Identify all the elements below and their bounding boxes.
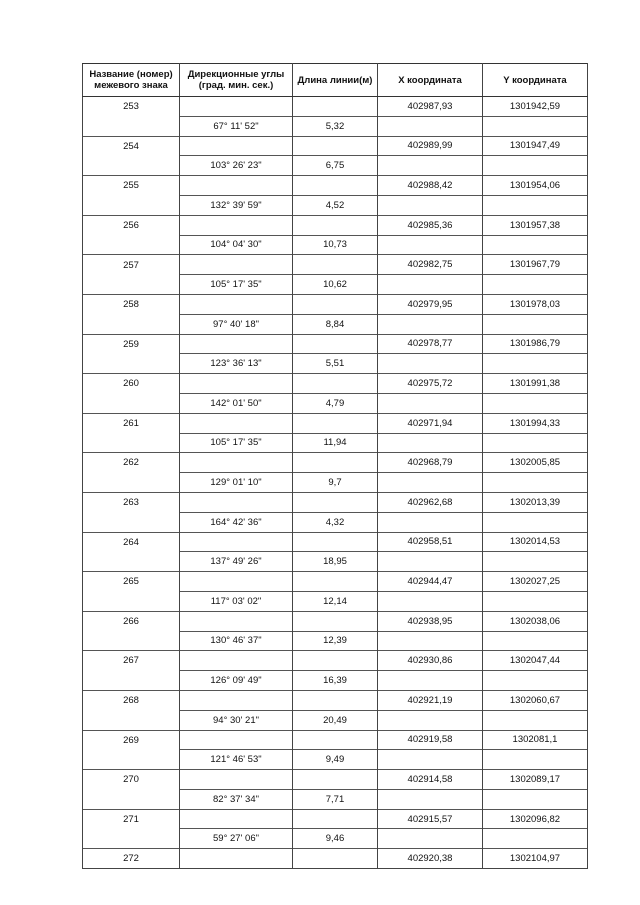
header-line-length: Длина линии(м) <box>293 64 378 97</box>
mark-name-cell: 269 <box>83 730 180 750</box>
empty-cell <box>180 294 293 314</box>
empty-cell <box>483 195 588 215</box>
empty-cell <box>83 235 180 255</box>
y-coordinate-cell: 1301986,79 <box>483 334 588 354</box>
empty-cell <box>180 770 293 790</box>
empty-cell <box>293 255 378 275</box>
y-coordinate-cell: 1302060,67 <box>483 690 588 710</box>
mark-name-cell: 264 <box>83 532 180 552</box>
table-row-point <box>83 809 588 829</box>
mark-name-cell: 255 <box>83 176 180 196</box>
y-coordinate-cell: 1302104,97 <box>483 849 588 869</box>
x-coordinate-cell: 402944,47 <box>378 572 483 592</box>
table-row-point <box>83 492 588 512</box>
empty-cell <box>378 591 483 611</box>
direction-angle-cell: 97° 40' 18" <box>180 314 293 334</box>
direction-angle-cell: 94° 30' 21" <box>180 710 293 730</box>
table-row-segment <box>83 433 588 453</box>
table-row-segment <box>83 671 588 691</box>
empty-cell <box>83 195 180 215</box>
empty-cell <box>180 611 293 631</box>
empty-cell <box>378 116 483 136</box>
y-coordinate-cell: 1301994,33 <box>483 413 588 433</box>
table-row-segment <box>83 789 588 809</box>
table-row-segment <box>83 235 588 255</box>
line-length-cell: 18,95 <box>293 552 378 572</box>
empty-cell <box>180 413 293 433</box>
table-row-point <box>83 611 588 631</box>
empty-cell <box>378 473 483 493</box>
table-row-segment <box>83 750 588 770</box>
empty-cell <box>483 671 588 691</box>
line-length-cell: 9,7 <box>293 473 378 493</box>
empty-cell <box>180 730 293 750</box>
empty-cell <box>180 690 293 710</box>
y-coordinate-cell: 1302013,39 <box>483 492 588 512</box>
empty-cell <box>378 750 483 770</box>
empty-cell <box>378 789 483 809</box>
line-length-cell: 10,62 <box>293 275 378 295</box>
table-row-segment <box>83 156 588 176</box>
y-coordinate-cell: 1302047,44 <box>483 651 588 671</box>
direction-angle-cell: 132° 39' 59" <box>180 195 293 215</box>
table-row-segment <box>83 275 588 295</box>
empty-cell <box>378 235 483 255</box>
empty-cell <box>180 176 293 196</box>
x-coordinate-cell: 402958,51 <box>378 532 483 552</box>
x-coordinate-cell: 402921,19 <box>378 690 483 710</box>
empty-cell <box>293 849 378 869</box>
empty-cell <box>83 789 180 809</box>
direction-angle-cell: 103° 26' 23" <box>180 156 293 176</box>
empty-cell <box>180 334 293 354</box>
line-length-cell: 8,84 <box>293 314 378 334</box>
x-coordinate-cell: 402919,58 <box>378 730 483 750</box>
header-y-coordinate: Y координата <box>483 64 588 97</box>
table-row-segment <box>83 314 588 334</box>
y-coordinate-cell: 1301954,06 <box>483 176 588 196</box>
mark-name-cell: 267 <box>83 651 180 671</box>
y-coordinate-cell: 1302038,06 <box>483 611 588 631</box>
line-length-cell: 9,46 <box>293 829 378 849</box>
empty-cell <box>483 156 588 176</box>
line-length-cell: 12,39 <box>293 631 378 651</box>
y-coordinate-cell: 1301967,79 <box>483 255 588 275</box>
empty-cell <box>378 710 483 730</box>
empty-cell <box>83 116 180 136</box>
table-row-point <box>83 730 588 750</box>
empty-cell <box>293 492 378 512</box>
document-sheet <box>82 63 584 869</box>
table-row-segment <box>83 591 588 611</box>
x-coordinate-cell: 402985,36 <box>378 215 483 235</box>
table-row-segment <box>83 512 588 532</box>
x-coordinate-cell: 402962,68 <box>378 492 483 512</box>
mark-name-cell: 259 <box>83 334 180 354</box>
empty-cell <box>83 552 180 572</box>
table-body <box>83 97 588 869</box>
line-length-cell: 10,73 <box>293 235 378 255</box>
direction-angle-cell: 126° 09' 49" <box>180 671 293 691</box>
direction-angle-cell: 130° 46' 37" <box>180 631 293 651</box>
table-row-point <box>83 136 588 156</box>
empty-cell <box>293 176 378 196</box>
line-length-cell: 4,32 <box>293 512 378 532</box>
empty-cell <box>293 611 378 631</box>
table-row-point <box>83 690 588 710</box>
empty-cell <box>483 116 588 136</box>
empty-cell <box>180 651 293 671</box>
empty-cell <box>378 512 483 532</box>
x-coordinate-cell: 402987,93 <box>378 97 483 117</box>
table-row-point <box>83 334 588 354</box>
empty-cell <box>83 631 180 651</box>
empty-cell <box>83 433 180 453</box>
x-coordinate-cell: 402914,58 <box>378 770 483 790</box>
empty-cell <box>180 532 293 552</box>
line-length-cell: 16,39 <box>293 671 378 691</box>
empty-cell <box>483 314 588 334</box>
direction-angle-cell: 82° 37' 34" <box>180 789 293 809</box>
empty-cell <box>483 552 588 572</box>
direction-angle-cell: 121° 46' 53" <box>180 750 293 770</box>
direction-angle-cell: 104° 04' 30" <box>180 235 293 255</box>
table-row-segment <box>83 393 588 413</box>
mark-name-cell: 262 <box>83 453 180 473</box>
empty-cell <box>180 215 293 235</box>
x-coordinate-cell: 402915,57 <box>378 809 483 829</box>
direction-angle-cell: 67° 11' 52" <box>180 116 293 136</box>
empty-cell <box>83 512 180 532</box>
mark-name-cell: 263 <box>83 492 180 512</box>
direction-angle-cell: 142° 01' 50" <box>180 393 293 413</box>
direction-angle-cell: 105° 17' 35" <box>180 433 293 453</box>
table-row-point <box>83 849 588 869</box>
y-coordinate-cell: 1301978,03 <box>483 294 588 314</box>
empty-cell <box>483 710 588 730</box>
direction-angle-cell: 59° 27' 06" <box>180 829 293 849</box>
line-length-cell: 5,32 <box>293 116 378 136</box>
mark-name-cell: 270 <box>83 770 180 790</box>
table-row-segment <box>83 829 588 849</box>
empty-cell <box>293 809 378 829</box>
table-row-point <box>83 294 588 314</box>
mark-name-cell: 254 <box>83 136 180 156</box>
empty-cell <box>293 374 378 394</box>
empty-cell <box>293 334 378 354</box>
direction-angle-cell: 117° 03' 02" <box>180 591 293 611</box>
table-row-point <box>83 651 588 671</box>
empty-cell <box>483 789 588 809</box>
y-coordinate-cell: 1301942,59 <box>483 97 588 117</box>
x-coordinate-cell: 402938,95 <box>378 611 483 631</box>
empty-cell <box>293 215 378 235</box>
empty-cell <box>83 393 180 413</box>
empty-cell <box>483 433 588 453</box>
x-coordinate-cell: 402982,75 <box>378 255 483 275</box>
empty-cell <box>180 255 293 275</box>
empty-cell <box>378 552 483 572</box>
header-x-coordinate: X координата <box>378 64 483 97</box>
y-coordinate-cell: 1301947,49 <box>483 136 588 156</box>
mark-name-cell: 265 <box>83 572 180 592</box>
table-row-point <box>83 413 588 433</box>
empty-cell <box>83 473 180 493</box>
x-coordinate-cell: 402978,77 <box>378 334 483 354</box>
empty-cell <box>483 591 588 611</box>
empty-cell <box>180 849 293 869</box>
empty-cell <box>483 275 588 295</box>
table-row-segment <box>83 354 588 374</box>
empty-cell <box>83 710 180 730</box>
empty-cell <box>83 591 180 611</box>
empty-cell <box>378 671 483 691</box>
header-direction-angle: Дирекционные углы (град. мин. сек.) <box>180 64 293 97</box>
y-coordinate-cell: 1302089,17 <box>483 770 588 790</box>
empty-cell <box>293 453 378 473</box>
empty-cell <box>483 829 588 849</box>
table-row-segment <box>83 710 588 730</box>
table-row-segment <box>83 116 588 136</box>
empty-cell <box>378 433 483 453</box>
empty-cell <box>180 374 293 394</box>
line-length-cell: 11,94 <box>293 433 378 453</box>
y-coordinate-cell: 1302014,53 <box>483 532 588 552</box>
empty-cell <box>293 136 378 156</box>
line-length-cell: 5,51 <box>293 354 378 374</box>
empty-cell <box>378 393 483 413</box>
empty-cell <box>180 492 293 512</box>
empty-cell <box>483 512 588 532</box>
table-row-point <box>83 374 588 394</box>
empty-cell <box>293 572 378 592</box>
x-coordinate-cell: 402989,99 <box>378 136 483 156</box>
line-length-cell: 20,49 <box>293 710 378 730</box>
empty-cell <box>180 809 293 829</box>
table-row-segment <box>83 552 588 572</box>
mark-name-cell: 257 <box>83 255 180 275</box>
x-coordinate-cell: 402979,95 <box>378 294 483 314</box>
direction-angle-cell: 129° 01' 10" <box>180 473 293 493</box>
table-row-point <box>83 215 588 235</box>
empty-cell <box>83 671 180 691</box>
x-coordinate-cell: 402930,86 <box>378 651 483 671</box>
line-length-cell: 4,52 <box>293 195 378 215</box>
empty-cell <box>293 97 378 117</box>
empty-cell <box>483 473 588 493</box>
empty-cell <box>483 393 588 413</box>
empty-cell <box>293 651 378 671</box>
direction-angle-cell: 137° 49' 26" <box>180 552 293 572</box>
empty-cell <box>483 631 588 651</box>
empty-cell <box>83 156 180 176</box>
empty-cell <box>83 275 180 295</box>
table-row-segment <box>83 473 588 493</box>
y-coordinate-cell: 1302005,85 <box>483 453 588 473</box>
table-row-point <box>83 97 588 117</box>
empty-cell <box>378 829 483 849</box>
empty-cell <box>83 354 180 374</box>
empty-cell <box>180 136 293 156</box>
table-row-point <box>83 572 588 592</box>
direction-angle-cell: 123° 36' 13" <box>180 354 293 374</box>
table-row-segment <box>83 195 588 215</box>
empty-cell <box>378 156 483 176</box>
empty-cell <box>293 294 378 314</box>
empty-cell <box>180 453 293 473</box>
direction-angle-cell: 105° 17' 35" <box>180 275 293 295</box>
x-coordinate-cell: 402988,42 <box>378 176 483 196</box>
direction-angle-cell: 164° 42' 36" <box>180 512 293 532</box>
table-row-point <box>83 453 588 473</box>
line-length-cell: 6,75 <box>293 156 378 176</box>
empty-cell <box>83 750 180 770</box>
line-length-cell: 12,14 <box>293 591 378 611</box>
empty-cell <box>378 631 483 651</box>
empty-cell <box>293 413 378 433</box>
empty-cell <box>483 235 588 255</box>
table-header-row <box>83 64 588 97</box>
line-length-cell: 7,71 <box>293 789 378 809</box>
mark-name-cell: 258 <box>83 294 180 314</box>
table-row-segment <box>83 631 588 651</box>
empty-cell <box>293 532 378 552</box>
table-row-point <box>83 770 588 790</box>
mark-name-cell: 268 <box>83 690 180 710</box>
y-coordinate-cell: 1301957,38 <box>483 215 588 235</box>
line-length-cell: 4,79 <box>293 393 378 413</box>
y-coordinate-cell: 1302081,1 <box>483 730 588 750</box>
empty-cell <box>83 829 180 849</box>
x-coordinate-cell: 402968,79 <box>378 453 483 473</box>
empty-cell <box>483 750 588 770</box>
mark-name-cell: 271 <box>83 809 180 829</box>
y-coordinate-cell: 1301991,38 <box>483 374 588 394</box>
mark-name-cell: 260 <box>83 374 180 394</box>
table-row-point <box>83 255 588 275</box>
header-mark-name: Название (номер) межевого знака <box>83 64 180 97</box>
y-coordinate-cell: 1302096,82 <box>483 809 588 829</box>
empty-cell <box>180 97 293 117</box>
mark-name-cell: 256 <box>83 215 180 235</box>
table-row-point <box>83 532 588 552</box>
boundary-marks-table <box>82 63 588 869</box>
mark-name-cell: 261 <box>83 413 180 433</box>
empty-cell <box>378 275 483 295</box>
y-coordinate-cell: 1302027,25 <box>483 572 588 592</box>
x-coordinate-cell: 402975,72 <box>378 374 483 394</box>
empty-cell <box>378 195 483 215</box>
empty-cell <box>293 730 378 750</box>
mark-name-cell: 266 <box>83 611 180 631</box>
empty-cell <box>378 354 483 374</box>
empty-cell <box>483 354 588 374</box>
empty-cell <box>293 770 378 790</box>
x-coordinate-cell: 402920,38 <box>378 849 483 869</box>
x-coordinate-cell: 402971,94 <box>378 413 483 433</box>
empty-cell <box>293 690 378 710</box>
empty-cell <box>378 314 483 334</box>
mark-name-cell: 272 <box>83 849 180 869</box>
empty-cell <box>180 572 293 592</box>
mark-name-cell: 253 <box>83 97 180 117</box>
table-row-point <box>83 176 588 196</box>
line-length-cell: 9,49 <box>293 750 378 770</box>
empty-cell <box>83 314 180 334</box>
